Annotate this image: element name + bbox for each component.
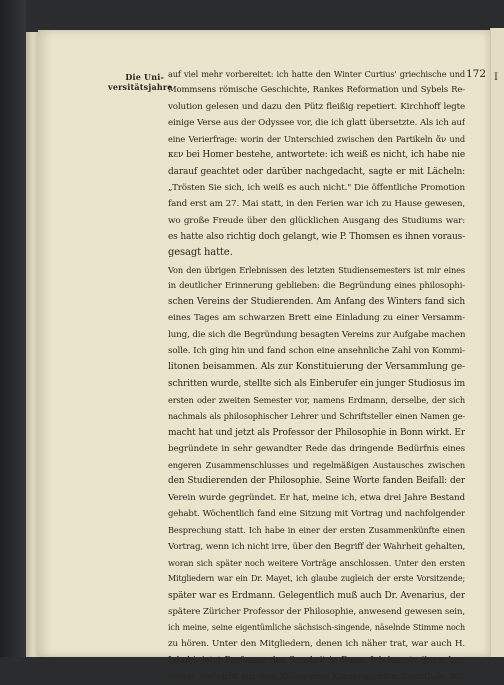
text-line: gesagt hatte.	[168, 247, 233, 259]
text-line: es hatte also richtig doch gelangt, wie P. Thomsen es ihnen voraus-	[168, 231, 465, 242]
text-line: fand erst am 27. Mai statt, in den Ferien war ich zu Hause gewesen,	[168, 199, 465, 210]
marginal-note-line-1: Die Uni-	[125, 72, 164, 82]
text-line: solle. Ich ging hin und fand schon eine ansehnliche Zahl von Kommi-	[168, 346, 465, 357]
marginal-note-line-2: versitätsjahre	[108, 82, 173, 92]
facing-page-strip	[490, 28, 504, 657]
text-line: schen Vereins der Studierenden. Am Anfang des Winters fand sich	[168, 297, 465, 308]
text-line: Von den übrigen Erlebnissen des letzten Studiensemesters ist mir eines	[168, 264, 465, 275]
page-number: 172	[466, 68, 487, 80]
text-line: lung, die sich die Begründung besagten Vereins zur Aufgabe machen	[168, 329, 465, 340]
background-dark-left	[0, 0, 26, 657]
text-line: macht hat und jetzt als Professor der Philosophie in Bonn wirkt. Er	[168, 427, 465, 438]
text-line: begründete in sehr gewandter Rede das dringende Bedürfnis eines	[168, 443, 465, 454]
text-line: darauf geachtet oder darüber nachgedacht, sagte er mit Lächeln:	[168, 166, 465, 177]
marginal-note	[108, 72, 173, 92]
text-line: gehabt. Wöchentlich fand eine Sitzung mit Vortrag und nachfolgender	[168, 509, 465, 520]
text-line: Verein wurde gegründet. Er hat, meine ich, etwa drei Jahre Bestand	[168, 492, 465, 503]
text-line: eines Tages am schwarzen Brett eine Einladung zu einer Versamm-	[168, 313, 465, 324]
text-line: zu hören. Unter den Mitgliedern, denen ich näher trat, war auch H.	[168, 639, 465, 650]
text-line: in deutlicher Erinnerung geblieben: die Begründung eines philosophi-	[168, 280, 465, 291]
text-line: auf viel mehr vorbereitet: ich hatte den Winter Curtius' griechische und	[168, 69, 465, 79]
text-line: Besprechung statt. Ich habe in einer der ersten Zusammenkünfte einen	[168, 525, 465, 536]
body-text	[168, 66, 465, 685]
text-line: eine Verierfrage: worin der Unterschied zwischen den Partikeln ἄν und	[168, 134, 465, 145]
text-line: spätere Züricher Professor der Philosophie, anwesend gewesen sein,	[168, 606, 465, 617]
text-line: schritten wurde, stellte sich als Einberufer ein junger Studiosus im	[168, 378, 465, 389]
text-line: Mommsens römische Geschichte, Rankes Reformation und Sybels Re-	[168, 85, 465, 96]
text-line: länger, vielleicht aus dem Kolleg oder Konversatorium Steinthals. Wir	[168, 671, 465, 682]
text-line: ich meine, seine eigentümliche sächsisch-singende, näselnde Stimme noch	[168, 623, 465, 633]
text-line: später war es Erdmann. Gelegentlich muß auch Dr. Avenarius, der	[168, 590, 465, 601]
text-line: den Studierenden der Philosophie. Seine Worte fanden Beifall: der	[168, 476, 465, 487]
text-line: einige Verse aus der Odyssee vor, die ich glatt übersetzte. Als ich auf	[168, 117, 465, 128]
text-line: litonen beisammen. Als zur Konstituierung der Versammlung ge-	[168, 361, 465, 373]
page-edge-stack	[26, 32, 38, 657]
text-line: engeren Zusammenschlusses und regelmäßigen Austausches zwischen	[168, 460, 465, 471]
text-line: wo große Freude über den glücklichen Ausgang des Studiums war:	[168, 215, 465, 226]
text-line: „Trösten Sie sich, ich weiß es auch nicht." Die öffentliche Promotion	[168, 183, 465, 194]
text-line: Mitgliedern war ein Dr. Mayet, ich glaube zugleich der erste Vorsitzende;	[168, 574, 465, 584]
text-line: ersten oder zweiten Semester vor, namens Erdmann, derselbe, der sich	[168, 394, 465, 405]
text-line: volution gelesen und dazu den Pütz fleißig repetiert. Kirchhoff legte	[168, 101, 465, 112]
text-line: Jakobi, jetzt Professor des Sanskrit in Bonn. Ich kannte ihn schon	[168, 655, 465, 666]
text-line: nachmals als philosophischer Lehrer und Schriftsteller einen Namen ge-	[168, 411, 465, 422]
facing-page-glyph: I	[494, 72, 498, 83]
text-line: woran sich später noch weitere Vorträge anschlossen. Unter den ersten	[168, 557, 465, 568]
text-line: κεν bei Homer bestehe, antwortete: ich weiß es nicht, ich habe nie	[168, 150, 465, 161]
text-line: Vortrag, wenn ich nicht irre, über den Begriff der Wahrheit gehalten,	[168, 541, 465, 552]
